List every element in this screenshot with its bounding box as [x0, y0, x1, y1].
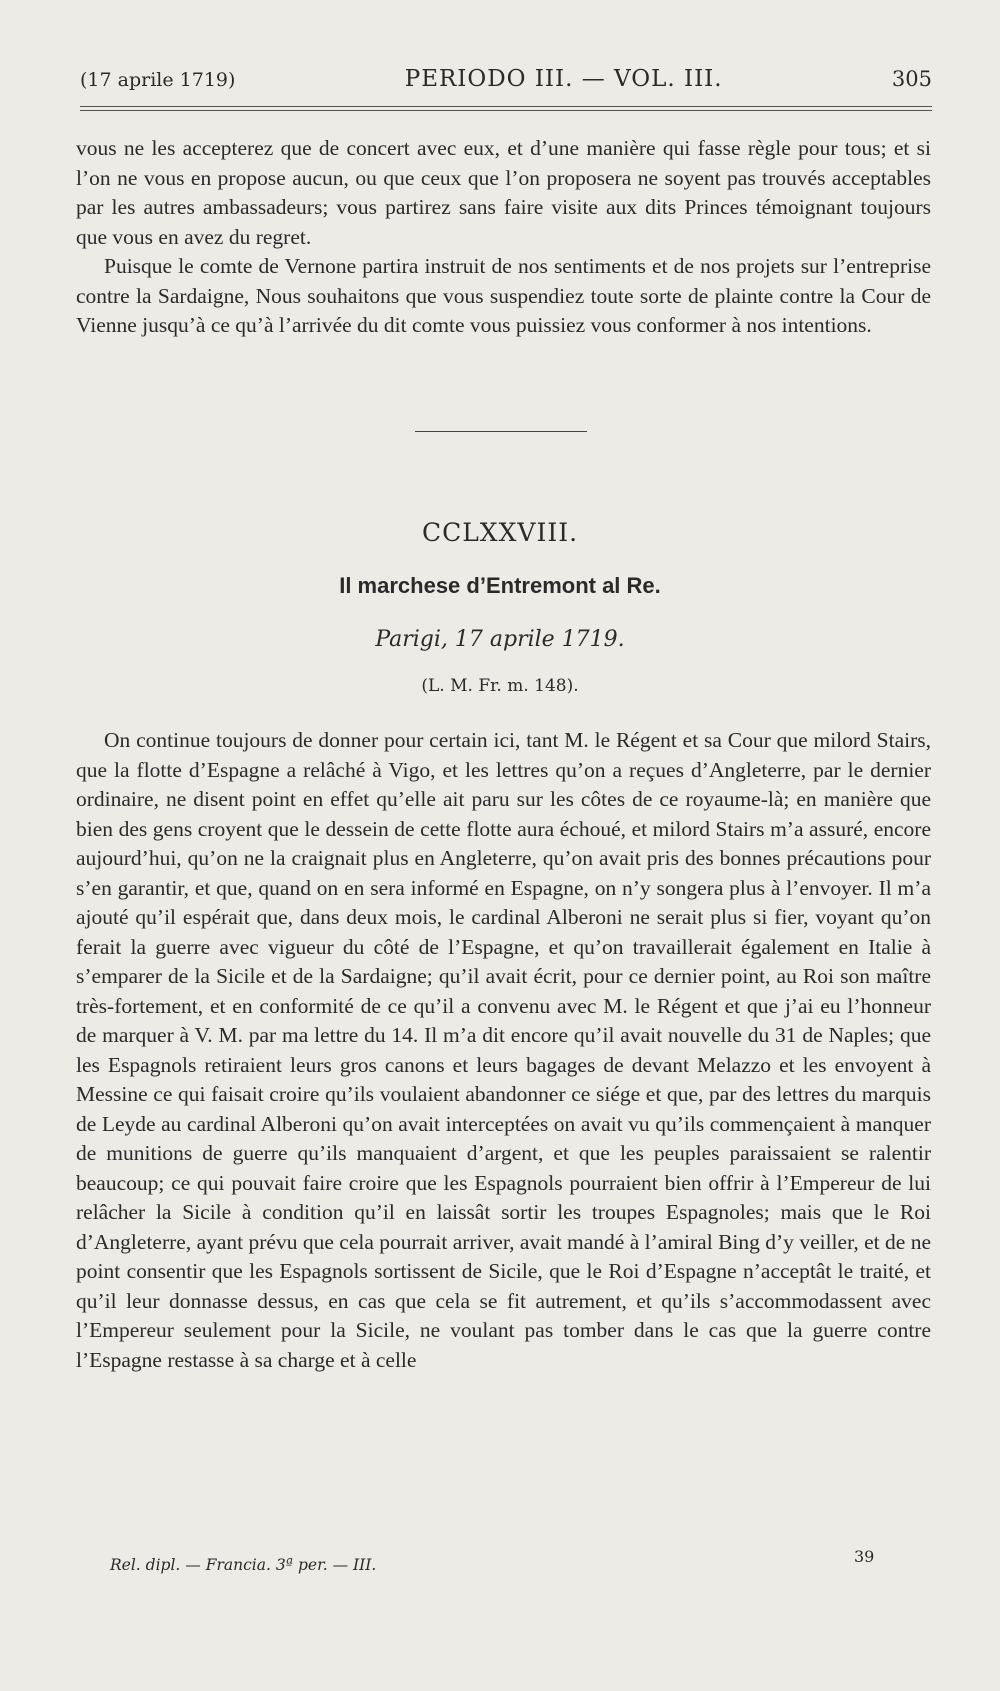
document-number: CCLXXVIII. [421, 518, 579, 547]
archive-reference: (L. M. Fr. m. 148). [421, 676, 579, 696]
sheet-number: 39 [854, 1547, 875, 1566]
document-title: Il marchese d’Entremont al Re. [339, 573, 661, 598]
letter-text [76, 726, 931, 1375]
signature-mark: Rel. dipl. — Francia. 3ª per. — III. [110, 1556, 377, 1574]
page-number: 305 [891, 67, 932, 91]
header-rule-bottom [80, 110, 932, 111]
intro-paragraph-2: Puisque le comte de Vernone partira instruit de nos sentiments et de nos projets sur l’entreprise contre la Sardaigne, Nous souhaitons que vous suspendiez toute sorte de plainte contre la Cour de Vienne jusqu’à ce qu’à l’arrivée du dit comte vous puissiez vous conformer à nos intentions. [76, 254, 931, 337]
header-rule-top [80, 106, 932, 107]
intro-text [76, 134, 931, 341]
intro-paragraph-1: vous ne les accepterez que de concert avec eux, et d’une manière qui fasse règle pour tous; et si l’on ne vous en propose aucun, ou que ceux que l’on proposera ne soyent pas trouvés acceptables par les autres ambassadeurs; vous partirez sans faire visite aux dits Princes témoignant toujours que vous en avez du regret. [76, 136, 931, 249]
place-date: Parigi, 17 aprile 1719. [375, 627, 625, 652]
header-date: (17 aprile 1719) [80, 69, 236, 91]
running-header [80, 66, 932, 100]
letter-paragraph: On continue toujours de donner pour certain ici, tant M. le Régent et sa Cour que milord Stairs, que la flotte d’Espagne a relâché à Vigo, et les lettres qu’on a reçues d’Angleterre, par le dernier ordinaire, ne disent point en effet qu’elle ait paru sur les côtes de ce royaume-là; en manière que bien des gens croyent que le dessein de cette flotte aura échoué, et milord Stairs m’a assuré, encore aujourd’hui, qu’on ne la craignait plus en Angleterre, qu’on avait pris des bonnes précautions pour s’en garantir, et que, quand on en sera informé en Espagne, on n’y songera plus à l’envoyer. Il m’a ajouté qu’il espérait que, dans deux mois, le cardinal Alberoni ne serait plus si fier, voyant qu’on ferait la guerre avec vigueur du côté de l’Espagne, et qu’on travaillerait également en Italie à s’emparer de la Sicile et de la Sardaigne; qu’il avait écrit, pour ce dernier point, au Roi son maître très-fortement, et en conformité de ce qu’il a convenu avec M. le Régent et que j’ai eu l’honneur de marquer à V. M. par ma lettre du 14. Il m’a dit encore qu’il avait nouvelle du 31 de Naples; que les Espagnols retiraient leurs gros canons et leurs bagages de devant Melazzo et les envoyent à Messine ce qui faisait croire qu’ils voulaient abandonner ce siége et que, par des lettres du marquis de Leyde au cardinal Alberoni qu’on avait interceptées on avait vu qu’ils commençaient à manquer de munitions de guerre qu’ils manquaient d’argent, et que les peuples paraissaient se ralentir beaucoup; ce qui pouvait faire croire que les Espagnols pourraient bien offrir à l’Empereur de lui relâcher la Sicile à condition qu’il en laissât sortir les troupes Espagnoles; mais que le Roi d’Angleterre, ayant prévu que cela pourrait arriver, avait mandé à l’amiral Bing d’y veiller, et de ne point consentir que les Espagnols sortissent de Sicile, que le Roi d’Espagne n’acceptât le traité, et qu’il leur donnasse dessus, en cas que cela se fit autrement, et qu’ils s’accommodassent avec l’Empereur seulement pour la Sicile, ne voulant pas tomber dans le cas que la guerre contre l’Espagne restasse à sa charge et à celle [76, 728, 931, 1372]
section-separator [415, 431, 587, 432]
header-volume: PERIODO III. — VOL. III. [404, 66, 723, 92]
